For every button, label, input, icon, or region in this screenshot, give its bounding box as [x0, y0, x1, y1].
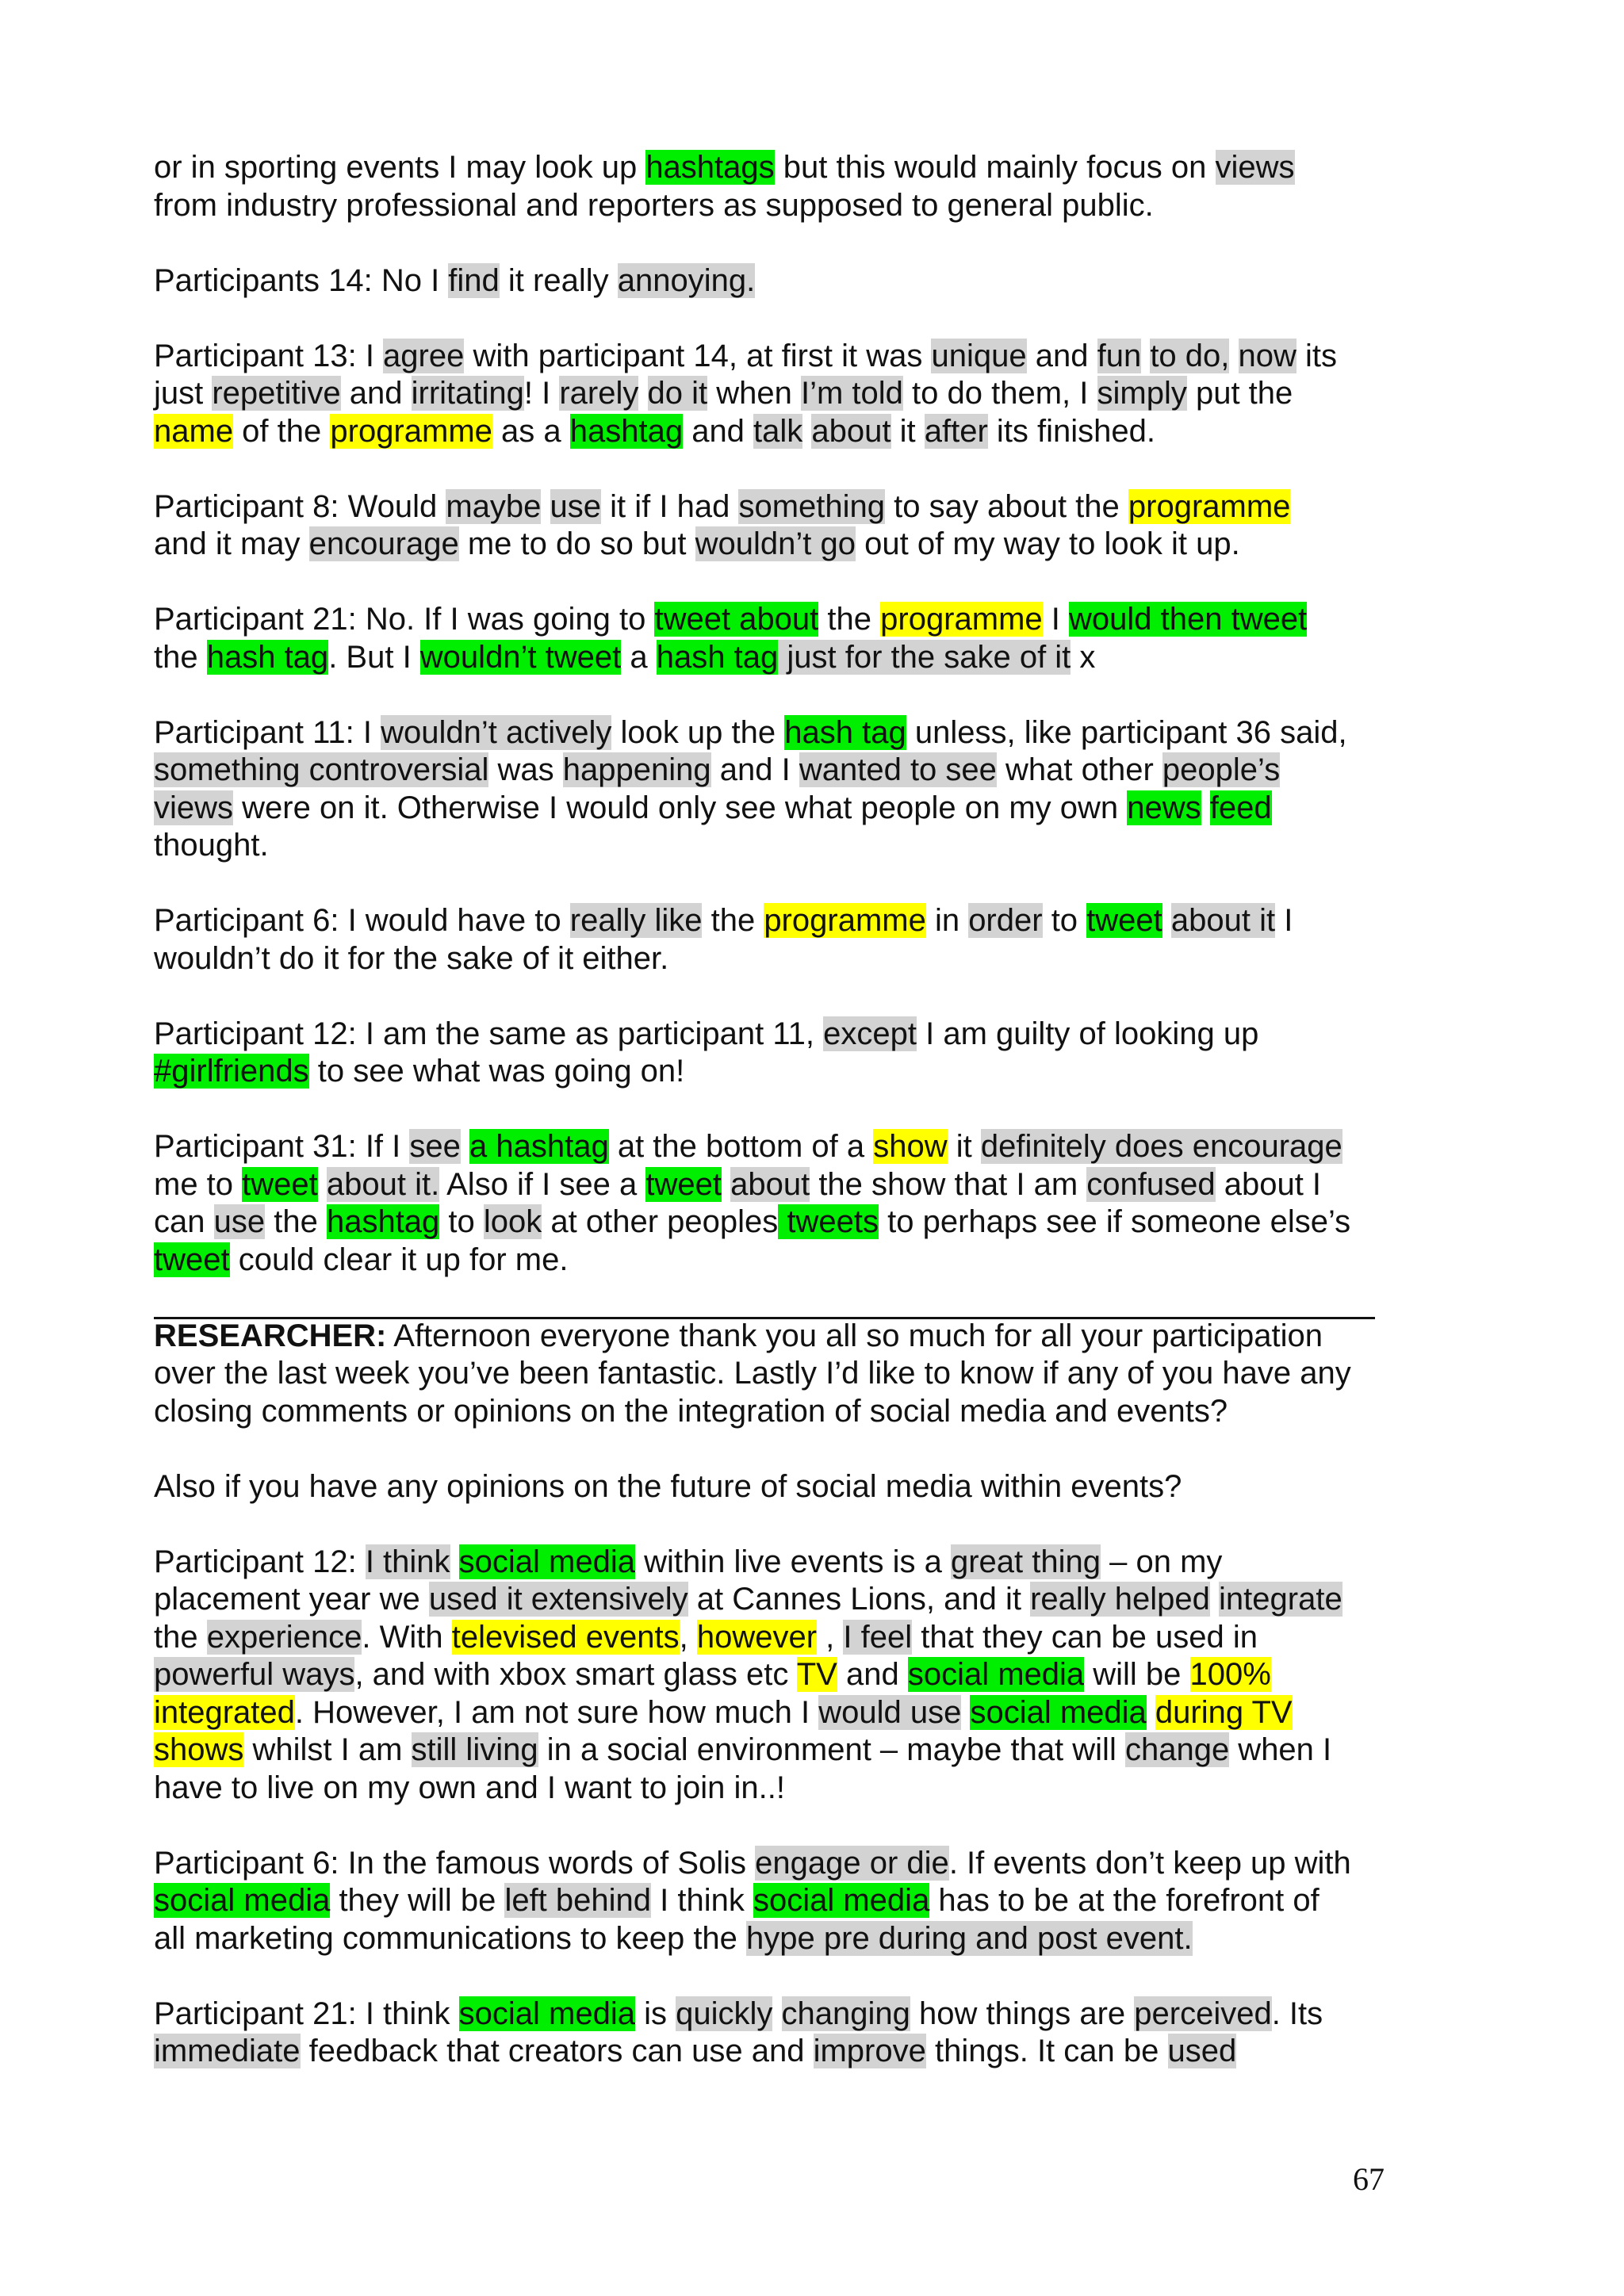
text-segment: in a social environment – maybe that will: [538, 1732, 1125, 1767]
transcript-paragraph: [154, 714, 1438, 865]
grey-highlight: used: [1167, 2034, 1237, 2068]
yellow-highlight: TV: [796, 1657, 837, 1692]
text-segment: ,: [679, 1619, 697, 1655]
grey-highlight: changing: [781, 1996, 910, 2031]
green-highlight: tweet: [242, 1166, 318, 1202]
grey-highlight: simply: [1097, 376, 1187, 411]
transcript-paragraph: [154, 149, 1438, 224]
text-segment: I am guilty of looking up: [917, 1016, 1259, 1051]
text-line: [154, 639, 1438, 677]
text-line: [154, 1053, 1438, 1091]
text-line: [154, 1732, 1438, 1770]
green-highlight: social media: [458, 1996, 635, 2031]
grey-highlight: wouldn’t actively: [381, 714, 612, 750]
text-segment: and: [837, 1657, 908, 1692]
text-line: [154, 1920, 1438, 1958]
text-segment: Participant 6: In the famous words of Solis: [154, 1845, 756, 1881]
text-segment: could clear it up for me.: [229, 1242, 569, 1277]
grey-highlight: great thing: [950, 1544, 1101, 1579]
text-segment: whilst I am: [243, 1732, 412, 1767]
text-line: [154, 1656, 1438, 1694]
grey-highlight: see: [409, 1129, 461, 1164]
grey-highlight: views: [154, 790, 234, 825]
grey-highlight: hype pre during and post event.: [746, 1920, 1193, 1956]
text-segment: the: [818, 602, 881, 637]
green-highlight: tweet: [645, 1166, 722, 1202]
green-highlight: tweet: [1086, 903, 1162, 938]
green-highlight: tweets: [778, 1204, 879, 1239]
text-segment: things. It can be: [925, 2034, 1168, 2068]
text-segment: ,: [817, 1619, 844, 1655]
green-highlight: hash tag: [206, 639, 329, 675]
grey-highlight: about it.: [326, 1166, 440, 1202]
text-segment: [1210, 1582, 1219, 1617]
researcher-line: over the last week you’ve been fantastic. Lastly I’d like to know if any of you have any: [154, 1356, 1351, 1391]
grey-highlight: people’s: [1162, 752, 1281, 787]
text-line: [154, 338, 1438, 376]
text-segment: [1201, 790, 1210, 825]
yellow-highlight: programme: [1128, 488, 1291, 524]
grey-highlight: fun: [1097, 338, 1142, 373]
text-segment: placement year we: [154, 1582, 429, 1617]
text-segment: , and with xbox smart glass etc: [354, 1657, 797, 1692]
green-highlight: news: [1127, 790, 1201, 825]
text-segment: a: [621, 639, 657, 675]
transcript-paragraph: [154, 1544, 1438, 1808]
text-segment: Also if you have any opinions on the future of social media within events?: [154, 1468, 1182, 1504]
text-line: [154, 413, 1438, 451]
researcher-line: closing comments or opinions on the integration of social media and events?: [154, 1393, 1228, 1429]
text-line: [154, 940, 1438, 978]
transcript-paragraph: [154, 262, 1438, 300]
text-segment: at other peoples: [542, 1204, 779, 1239]
text-segment: they will be: [330, 1883, 505, 1918]
green-highlight: hash tag: [784, 714, 906, 750]
text-segment: [722, 1167, 730, 1202]
grey-highlight: maybe: [446, 488, 542, 524]
text-segment: wouldn’t do it for the sake of it either.: [154, 940, 669, 976]
text-line: [154, 601, 1438, 639]
text-segment: have to live on my own and I want to join in..!: [154, 1770, 785, 1805]
text-segment: [1229, 339, 1238, 373]
text-segment: of the: [233, 413, 331, 449]
grey-highlight: confused: [1086, 1166, 1216, 1202]
text-segment: Participants 14: No I: [154, 262, 449, 298]
text-segment: x: [1071, 639, 1096, 675]
green-highlight: a hashtag: [469, 1129, 609, 1164]
grey-highlight: used it extensively: [428, 1582, 688, 1617]
yellow-highlight: 100%: [1189, 1657, 1271, 1692]
yellow-highlight: during TV: [1155, 1694, 1293, 1730]
text-segment: when I: [1229, 1732, 1332, 1767]
green-highlight: hash tag: [656, 639, 779, 675]
text-segment: its finished.: [987, 413, 1156, 449]
text-segment: to: [1042, 903, 1087, 938]
grey-highlight: agree: [383, 338, 465, 373]
text-line: [154, 187, 1438, 225]
green-highlight: would then tweet: [1068, 602, 1308, 637]
yellow-highlight: televised events: [451, 1619, 680, 1655]
grey-highlight: find: [448, 262, 500, 298]
researcher-label: RESEARCHER:: [154, 1318, 387, 1353]
text-segment: the: [702, 903, 764, 938]
text-segment: ! I: [523, 376, 560, 411]
grey-highlight: to do,: [1150, 338, 1230, 373]
text-line: [154, 1242, 1438, 1280]
text-segment: what other: [996, 752, 1162, 787]
text-segment: [802, 414, 811, 449]
text-segment: [318, 1167, 327, 1202]
text-segment: the show that I am: [810, 1166, 1087, 1202]
grey-highlight: now: [1238, 338, 1297, 373]
text-line: [154, 1581, 1438, 1619]
grey-highlight: definitely does encourage: [980, 1129, 1342, 1164]
grey-highlight: about it: [1170, 903, 1276, 938]
green-highlight: social media: [154, 1883, 331, 1918]
text-line: [154, 526, 1438, 564]
text-segment: [1162, 903, 1171, 938]
text-segment: was: [488, 752, 563, 787]
text-segment: and: [683, 413, 754, 449]
transcript-paragraph: [154, 1845, 1438, 1958]
yellow-highlight: programme: [880, 602, 1043, 637]
green-highlight: social media: [907, 1657, 1085, 1692]
text-segment: thought.: [154, 828, 269, 863]
grey-highlight: unique: [931, 338, 1027, 373]
text-segment: in: [925, 903, 969, 938]
green-highlight: social media: [753, 1883, 930, 1918]
transcript-paragraph: [154, 1996, 1438, 2071]
text-segment: [638, 376, 647, 411]
text-segment: Participant 8: Would: [154, 488, 446, 524]
grey-highlight: do it: [647, 376, 708, 411]
green-highlight: hashtag: [326, 1204, 440, 1239]
transcript-after: [154, 1468, 1438, 2071]
grey-highlight: engage or die: [755, 1845, 949, 1881]
grey-highlight: except: [823, 1016, 917, 1051]
text-line: [154, 1770, 1438, 1808]
text-segment: has to be at the forefront of: [929, 1883, 1320, 1918]
grey-highlight: about: [730, 1166, 810, 1202]
text-segment: put the: [1186, 376, 1293, 411]
yellow-highlight: however: [696, 1619, 818, 1655]
grey-highlight: use: [550, 488, 602, 524]
text-segment: to: [439, 1204, 484, 1239]
text-line: [154, 1203, 1438, 1242]
grey-highlight: repetitive: [212, 376, 341, 411]
text-segment: I: [1275, 903, 1293, 938]
grey-highlight: powerful ways: [154, 1657, 355, 1692]
text-segment: can: [154, 1204, 214, 1239]
yellow-highlight: shows: [154, 1732, 244, 1767]
grey-highlight: annoying.: [617, 262, 756, 298]
text-segment: or in sporting events I may look up: [154, 150, 646, 185]
transcript-paragraph: [154, 1016, 1438, 1091]
grey-highlight: order: [968, 903, 1043, 938]
text-segment: it: [891, 413, 925, 449]
text-segment: Participant 11: I: [154, 714, 381, 750]
green-highlight: social media: [970, 1694, 1147, 1730]
text-segment: from industry professional and reporters as supposed to general public.: [154, 187, 1154, 223]
text-segment: look up the: [611, 714, 785, 750]
text-segment: and I: [710, 752, 799, 787]
text-segment: [1147, 1695, 1155, 1730]
text-segment: me to: [154, 1166, 243, 1202]
transcript-before: [154, 149, 1438, 1279]
text-segment: the: [265, 1204, 327, 1239]
text-line: [154, 1016, 1438, 1054]
text-segment: at Cannes Lions, and it: [688, 1582, 1031, 1617]
text-segment: is: [634, 1996, 676, 2031]
text-segment: the: [154, 639, 207, 675]
text-line: [154, 1694, 1438, 1732]
green-highlight: hashtags: [645, 150, 775, 185]
yellow-highlight: programme: [330, 413, 492, 449]
green-highlight: #girlfriends: [154, 1054, 309, 1089]
page-number: 67: [1353, 2161, 1385, 2197]
grey-highlight: left behind: [504, 1883, 652, 1918]
green-highlight: tweet about: [654, 602, 819, 637]
text-segment: and it may: [154, 526, 309, 561]
text-segment: . But I: [328, 639, 420, 675]
text-segment: Participant 12: I am the same as participant 11,: [154, 1016, 824, 1051]
grey-highlight: something controversial: [154, 752, 489, 787]
text-segment: how things are: [910, 1996, 1135, 2031]
text-segment: . If events don’t keep up with: [948, 1845, 1351, 1881]
text-segment: [961, 1695, 970, 1730]
green-highlight: feed: [1209, 790, 1272, 825]
green-highlight: social media: [458, 1544, 635, 1579]
grey-highlight: talk: [753, 413, 803, 449]
transcript-paragraph: [154, 601, 1438, 676]
researcher-line: [154, 1318, 1438, 1356]
text-segment: to perhaps see if someone else’s: [879, 1204, 1351, 1239]
text-segment: [772, 1996, 781, 2031]
text-segment: [461, 1129, 469, 1164]
text-segment: unless, like participant 36 said,: [906, 714, 1347, 750]
grey-highlight: still living: [411, 1732, 538, 1767]
researcher-paragraph: [154, 1318, 1438, 1431]
green-highlight: tweet: [154, 1242, 230, 1277]
text-line: [154, 1128, 1438, 1166]
text-line: [154, 1468, 1438, 1506]
green-highlight: wouldn’t tweet: [419, 639, 622, 675]
yellow-highlight: show: [873, 1129, 948, 1164]
grey-highlight: I think: [365, 1544, 450, 1579]
text-segment: about I: [1215, 1166, 1322, 1202]
text-segment: – on my: [1100, 1544, 1223, 1579]
transcript-paragraph: [154, 488, 1438, 564]
text-line: [154, 790, 1438, 828]
grey-highlight: perceived: [1134, 1996, 1272, 2031]
text-segment: to do them, I: [902, 376, 1097, 411]
text-segment: the: [154, 1619, 207, 1655]
text-segment: I think: [651, 1883, 753, 1918]
text-segment: but this would mainly focus on: [774, 150, 1216, 185]
text-segment: [541, 489, 550, 524]
text-line: [154, 902, 1438, 940]
text-segment: that they can be used in: [912, 1619, 1258, 1655]
text-segment: will be: [1084, 1657, 1190, 1692]
text-line: [154, 262, 1438, 300]
text-segment: and: [1026, 338, 1097, 373]
grey-highlight: immediate: [154, 2034, 301, 2068]
text-segment: when: [707, 376, 801, 411]
grey-highlight: encourage: [308, 526, 459, 561]
grey-highlight: wouldn’t go: [695, 526, 856, 561]
text-segment: out of my way to look it up.: [856, 526, 1240, 561]
grey-highlight: I feel: [843, 1619, 913, 1655]
grey-highlight: wanted to see: [799, 752, 997, 787]
text-line: [154, 375, 1438, 413]
yellow-highlight: programme: [764, 903, 926, 938]
text-segment: Participant 12:: [154, 1544, 366, 1579]
text-segment: [450, 1544, 459, 1579]
text-line: [154, 714, 1438, 752]
grey-highlight: use: [213, 1204, 266, 1239]
text-line: [154, 1845, 1438, 1883]
yellow-highlight: name: [154, 413, 234, 449]
text-segment: Also if I see a: [439, 1166, 646, 1202]
text-segment: . However, I am not sure how much I: [294, 1694, 819, 1730]
text-line: [154, 149, 1438, 187]
grey-highlight: something: [738, 488, 886, 524]
text-line: [154, 1996, 1438, 2034]
text-segment: were on it. Otherwise I would only see what people on my own: [233, 790, 1128, 825]
text-segment: within live events is a: [635, 1544, 951, 1579]
grey-highlight: improve: [813, 2034, 926, 2068]
grey-highlight: rarely: [559, 376, 639, 411]
grey-highlight: irritating: [411, 376, 524, 411]
text-segment: Participant 21: No. If I was going to: [154, 602, 655, 637]
text-segment: . Its: [1271, 1996, 1323, 2031]
transcript-paragraph: [154, 902, 1438, 978]
grey-highlight: really helped: [1030, 1582, 1210, 1617]
text-segment: it: [947, 1129, 981, 1164]
document-page: [154, 149, 1438, 2108]
text-line: [154, 488, 1438, 526]
text-segment: and: [340, 376, 412, 411]
text-segment: Participant 31: If I: [154, 1129, 410, 1164]
text-segment: just: [154, 376, 213, 411]
text-line: [154, 1544, 1438, 1582]
text-line: [154, 827, 1438, 865]
grey-highlight: integrate: [1219, 1582, 1342, 1617]
text-segment: Participant 21: I think: [154, 1996, 459, 2031]
text-line: [154, 1619, 1438, 1657]
grey-highlight: quickly: [676, 1996, 773, 2031]
text-segment: Participant 6: I would have to: [154, 903, 570, 938]
transcript-paragraph: [154, 1128, 1438, 1279]
text-segment: all marketing communications to keep the: [154, 1920, 747, 1956]
grey-highlight: views: [1215, 150, 1295, 185]
text-line: [154, 1166, 1438, 1204]
grey-highlight: really like: [569, 903, 703, 938]
text-segment: me to do so but: [458, 526, 695, 561]
grey-highlight: would use: [818, 1694, 962, 1730]
grey-highlight: experience: [206, 1619, 362, 1655]
text-segment: its: [1296, 338, 1338, 373]
text-segment: it really: [499, 262, 618, 298]
green-highlight: hashtag: [569, 413, 684, 449]
text-segment: as a: [492, 413, 570, 449]
text-segment: it if I had: [601, 488, 739, 524]
researcher-text: Afternoon everyone thank you all so much for all your participation: [386, 1318, 1323, 1353]
grey-highlight: happening: [562, 752, 711, 787]
grey-highlight: I’m told: [800, 376, 903, 411]
text-segment: with participant 14, at first it was: [464, 338, 932, 373]
grey-highlight: just for the sake of it: [778, 639, 1071, 675]
text-segment: to say about the: [885, 488, 1128, 524]
text-segment: feedback that creators can use and: [300, 2034, 814, 2068]
text-segment: I: [1042, 602, 1069, 637]
grey-highlight: after: [924, 413, 988, 449]
grey-highlight: about: [811, 413, 891, 449]
text-segment: Participant 13: I: [154, 338, 384, 373]
transcript-paragraph: [154, 338, 1438, 451]
text-segment: to see what was going on!: [308, 1054, 685, 1089]
text-segment: . With: [362, 1619, 452, 1655]
grey-highlight: change: [1124, 1732, 1230, 1767]
grey-highlight: look: [483, 1204, 542, 1239]
text-segment: at the bottom of a: [608, 1129, 874, 1164]
text-segment: [1141, 339, 1150, 373]
transcript-paragraph: [154, 1468, 1438, 1506]
yellow-highlight: integrated: [154, 1694, 295, 1730]
text-line: [154, 2033, 1438, 2071]
text-line: [154, 752, 1438, 790]
text-line: [154, 1882, 1438, 1920]
